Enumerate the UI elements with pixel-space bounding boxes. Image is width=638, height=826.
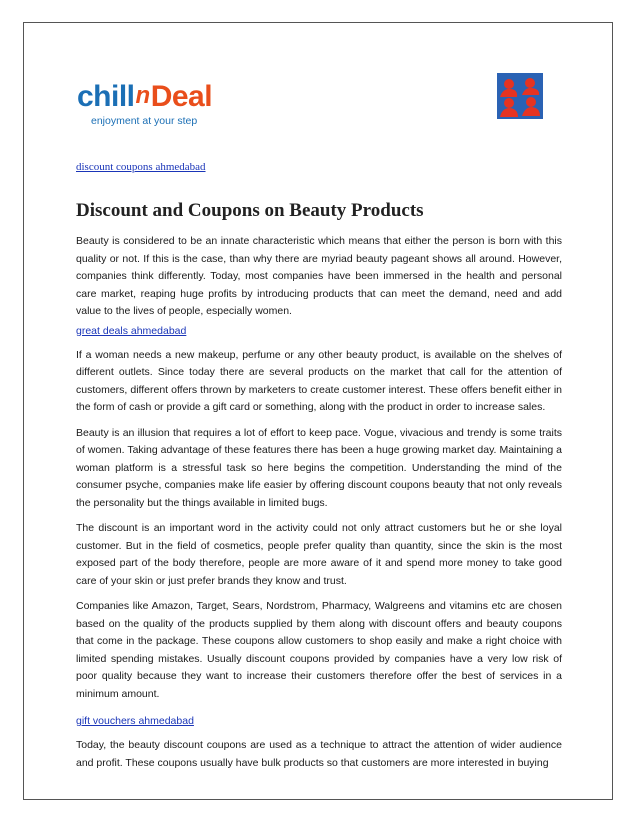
- link-discount-coupons-ahmedabad[interactable]: discount coupons ahmedabad: [76, 161, 206, 173]
- logo-deal-text: Deal: [150, 80, 213, 113]
- logo-n-text: n: [135, 82, 150, 109]
- paragraph-4: The discount is an important word in the activity could not only attract customers but he or she loyal customer. But in the field of cosmetics, people prefer quality than quantity, since the skin is the most exposed part of the body therefore, people are more aware of it and spend more money to take good care of your skin or just prefer brands they know and trust.: [76, 522, 562, 587]
- spacer: [76, 590, 562, 598]
- chillndeal-logo[interactable]: [77, 82, 222, 130]
- paragraph-1: Beauty is considered to be an innate characteristic which means that either the person is born with this quality or not. If this is the case, than why there are myriad beauty pageant shows all around. However, companies think differently. Today, most companies have been immersed in the health and personal care market, reaping huge profits by introducing products that can meet the demand, need and add value to the lives of people, especially women.: [76, 235, 562, 317]
- spacer: [76, 417, 562, 425]
- spacer: [76, 703, 562, 711]
- link-great-deals-ahmedabad[interactable]: great deals ahmedabad: [76, 324, 187, 337]
- paragraph-3: Beauty is an illusion that requires a lot of effort to keep pace. Vogue, vivacious and trendy is some traits of women. Taking advantage of these features there has been a huge growing market day. Maintaining a woman platform is a stressful task so here begins the competition. Understanding the mind of the consumer psyche, companies make life easier by offering discount coupons beauty that not only reveals the personality but the things available in limited bugs.: [76, 426, 562, 509]
- paragraph-6: Today, the beauty discount coupons are used as a technique to attract the attention of wider audience and profit. These coupons usually have bulk products so that customers are more interested in buying: [76, 739, 562, 769]
- paragraph-2: If a woman needs a new makeup, perfume or any other beauty product, is available on the shelves of different outlets. Since today there are several products on the market that call for the attention of customers, different offers thrown by marketers to create customer interest. These offers benefit either in the form of cash or provide a gift card or something, along with the product in order to increase sales.: [76, 348, 562, 413]
- logo-chill-text: chill: [77, 80, 135, 113]
- article: [76, 157, 562, 772]
- link-gift-vouchers-ahmedabad[interactable]: gift vouchers ahmedabad: [76, 715, 194, 727]
- spacer: [76, 512, 562, 520]
- logo-wordmark: [77, 82, 222, 114]
- spacer: [76, 339, 562, 347]
- spacer: [76, 729, 562, 737]
- article-title: Discount and Coupons on Beauty Products: [76, 200, 424, 221]
- people-badge-icon: [497, 73, 543, 119]
- paragraph-5: Companies like Amazon, Target, Sears, Nordstrom, Pharmacy, Walgreens and vitamins etc are chosen based on the quality of the products supplied by them along with discount offers and beauty coupons that come in the package. These coupons allow customers to shop easily and make a right choice with limited spending mistakes. Usually discount coupons provided by companies have a very low risk of poor quality because they want to increase their customers therefore offer the best of services in a minimum amount.: [76, 600, 562, 700]
- logo-tagline: enjoyment at your step: [91, 115, 198, 127]
